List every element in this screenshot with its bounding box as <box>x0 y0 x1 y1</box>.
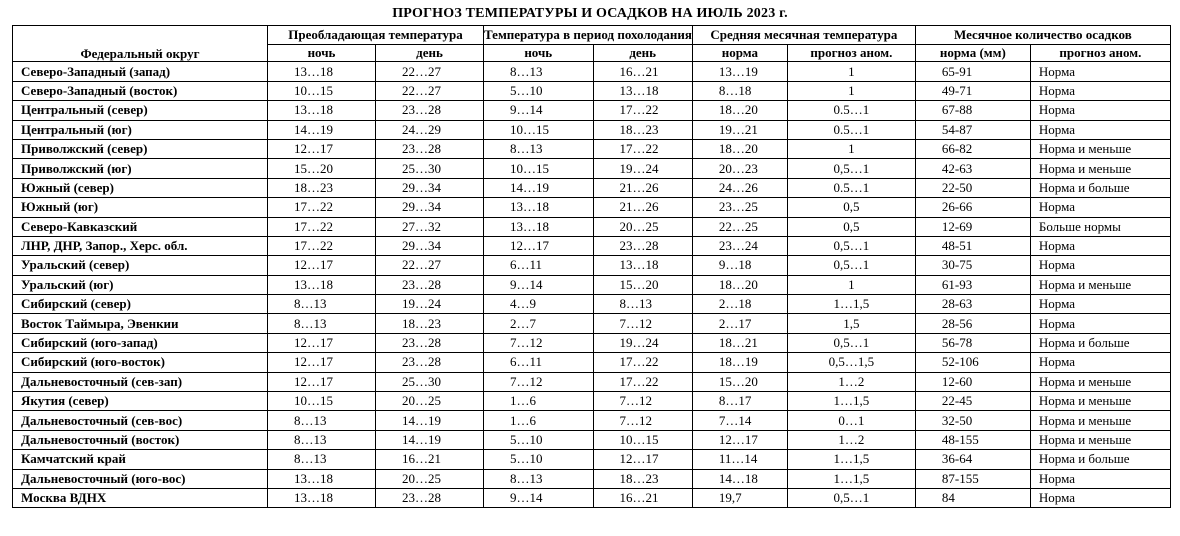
precip-norm-cell: 84 <box>915 488 1030 507</box>
cooling-day-cell: 21…26 <box>593 178 692 197</box>
cooling-night-cell: 9…14 <box>484 488 594 507</box>
precip-norm-cell: 61-93 <box>915 275 1030 294</box>
table-row <box>13 275 1171 294</box>
cooling-night-cell: 6…11 <box>484 353 594 372</box>
avg-norm-cell: 19,7 <box>692 488 787 507</box>
district-cell: Дальневосточный (сев-зап) <box>13 372 268 391</box>
avg-anomaly-cell: 1…1,5 <box>787 295 915 314</box>
precip-anomaly-cell: Норма <box>1030 236 1170 255</box>
cooling-night-cell: 8…13 <box>484 139 594 158</box>
prevailing-day-cell: 16…21 <box>376 450 484 469</box>
page-title: ПРОГНОЗ ТЕМПЕРАТУРЫ И ОСАДКОВ НА ИЮЛЬ 2023 г. <box>392 6 788 21</box>
district-cell: Приволжский (юг) <box>13 159 268 178</box>
header-anomaly: прогноз аном. <box>787 45 915 62</box>
precip-anomaly-cell: Норма <box>1030 295 1170 314</box>
avg-anomaly-cell: 1 <box>787 275 915 294</box>
prevailing-night-cell: 8…13 <box>268 430 376 449</box>
avg-anomaly-cell: 0,5…1 <box>787 488 915 507</box>
precip-anomaly-cell: Норма и меньше <box>1030 275 1170 294</box>
table-row <box>13 139 1171 158</box>
cooling-day-cell: 12…17 <box>593 450 692 469</box>
cooling-day-cell: 19…24 <box>593 159 692 178</box>
cooling-night-cell: 13…18 <box>484 217 594 236</box>
precip-norm-cell: 87-155 <box>915 469 1030 488</box>
prevailing-day-cell: 25…30 <box>376 372 484 391</box>
avg-norm-cell: 18…21 <box>692 333 787 352</box>
prevailing-day-cell: 22…27 <box>376 256 484 275</box>
precip-anomaly-cell: Норма <box>1030 62 1170 81</box>
prevailing-night-cell: 12…17 <box>268 333 376 352</box>
cooling-day-cell: 16…21 <box>593 488 692 507</box>
prevailing-night-cell: 13…18 <box>268 101 376 120</box>
table-row <box>13 256 1171 275</box>
prevailing-day-cell: 27…32 <box>376 217 484 236</box>
avg-norm-cell: 20…23 <box>692 159 787 178</box>
prevailing-night-cell: 14…19 <box>268 120 376 139</box>
precip-anomaly-cell: Норма <box>1030 256 1170 275</box>
prevailing-night-cell: 8…13 <box>268 295 376 314</box>
cooling-night-cell: 9…14 <box>484 101 594 120</box>
table-row <box>13 333 1171 352</box>
avg-norm-cell: 18…20 <box>692 275 787 294</box>
table-row <box>13 159 1171 178</box>
precip-norm-cell: 28-56 <box>915 314 1030 333</box>
cooling-night-cell: 2…7 <box>484 314 594 333</box>
avg-norm-cell: 12…17 <box>692 430 787 449</box>
header-anomaly: прогноз аном. <box>1030 45 1170 62</box>
table-row <box>13 295 1171 314</box>
precip-anomaly-cell: Норма <box>1030 314 1170 333</box>
prevailing-night-cell: 15…20 <box>268 159 376 178</box>
district-cell: Москва ВДНХ <box>13 488 268 507</box>
cooling-day-cell: 17…22 <box>593 101 692 120</box>
avg-norm-cell: 18…20 <box>692 139 787 158</box>
district-cell: Якутия (север) <box>13 392 268 411</box>
district-cell: Сибирский (юго-запад) <box>13 333 268 352</box>
prevailing-day-cell: 20…25 <box>376 469 484 488</box>
avg-norm-cell: 23…25 <box>692 198 787 217</box>
table-body <box>13 62 1171 508</box>
prevailing-night-cell: 12…17 <box>268 353 376 372</box>
precip-norm-cell: 48-155 <box>915 430 1030 449</box>
cooling-day-cell: 17…22 <box>593 372 692 391</box>
precip-anomaly-cell: Норма <box>1030 198 1170 217</box>
header-cooling: Температура в период похолодания <box>484 26 693 45</box>
cooling-day-cell: 19…24 <box>593 333 692 352</box>
cooling-day-cell: 13…18 <box>593 256 692 275</box>
precip-anomaly-cell: Норма и меньше <box>1030 139 1170 158</box>
prevailing-day-cell: 25…30 <box>376 159 484 178</box>
cooling-day-cell: 8…13 <box>593 295 692 314</box>
prevailing-day-cell: 18…23 <box>376 314 484 333</box>
prevailing-night-cell: 13…18 <box>268 488 376 507</box>
district-cell: Центральный (юг) <box>13 120 268 139</box>
precip-norm-cell: 28-63 <box>915 295 1030 314</box>
prevailing-day-cell: 24…29 <box>376 120 484 139</box>
precip-norm-cell: 12-69 <box>915 217 1030 236</box>
prevailing-night-cell: 8…13 <box>268 314 376 333</box>
avg-norm-cell: 18…20 <box>692 101 787 120</box>
prevailing-day-cell: 23…28 <box>376 488 484 507</box>
cooling-day-cell: 18…23 <box>593 120 692 139</box>
prevailing-night-cell: 13…18 <box>268 275 376 294</box>
table-row <box>13 236 1171 255</box>
prevailing-day-cell: 29…34 <box>376 198 484 217</box>
cooling-night-cell: 10…15 <box>484 120 594 139</box>
prevailing-night-cell: 12…17 <box>268 139 376 158</box>
precip-anomaly-cell: Норма и меньше <box>1030 411 1170 430</box>
header-monthly-avg: Средняя месячная температура <box>692 26 915 45</box>
header-row-groups <box>13 26 1171 45</box>
cooling-night-cell: 7…12 <box>484 372 594 391</box>
precip-norm-cell: 22-50 <box>915 178 1030 197</box>
table-row <box>13 411 1171 430</box>
cooling-night-cell: 13…18 <box>484 198 594 217</box>
prevailing-night-cell: 12…17 <box>268 256 376 275</box>
cooling-day-cell: 16…21 <box>593 62 692 81</box>
avg-norm-cell: 22…25 <box>692 217 787 236</box>
prevailing-night-cell: 17…22 <box>268 236 376 255</box>
table-row <box>13 62 1171 81</box>
avg-norm-cell: 14…18 <box>692 469 787 488</box>
header-night: ночь <box>484 45 594 62</box>
avg-anomaly-cell: 0,5 <box>787 198 915 217</box>
precip-norm-cell: 12-60 <box>915 372 1030 391</box>
district-cell: Сибирский (юго-восток) <box>13 353 268 372</box>
header-precip: Месячное количество осадков <box>915 26 1170 45</box>
precip-norm-cell: 52-106 <box>915 353 1030 372</box>
cooling-night-cell: 5…10 <box>484 430 594 449</box>
prevailing-night-cell: 10…15 <box>268 392 376 411</box>
cooling-day-cell: 17…22 <box>593 353 692 372</box>
cooling-night-cell: 1…6 <box>484 411 594 430</box>
table-row <box>13 81 1171 100</box>
precip-anomaly-cell: Норма и меньше <box>1030 372 1170 391</box>
avg-norm-cell: 11…14 <box>692 450 787 469</box>
precip-anomaly-cell: Норма и больше <box>1030 178 1170 197</box>
avg-anomaly-cell: 0,5…1 <box>787 236 915 255</box>
precip-anomaly-cell: Норма и больше <box>1030 450 1170 469</box>
district-cell: Центральный (север) <box>13 101 268 120</box>
prevailing-night-cell: 18…23 <box>268 178 376 197</box>
table-row <box>13 469 1171 488</box>
prevailing-day-cell: 19…24 <box>376 295 484 314</box>
table-row <box>13 198 1171 217</box>
avg-norm-cell: 9…18 <box>692 256 787 275</box>
precip-norm-cell: 48-51 <box>915 236 1030 255</box>
precip-norm-cell: 36-64 <box>915 450 1030 469</box>
header-day: день <box>376 45 484 62</box>
cooling-night-cell: 1…6 <box>484 392 594 411</box>
avg-norm-cell: 18…19 <box>692 353 787 372</box>
prevailing-day-cell: 23…28 <box>376 333 484 352</box>
district-cell: Дальневосточный (восток) <box>13 430 268 449</box>
avg-anomaly-cell: 1 <box>787 62 915 81</box>
precip-anomaly-cell: Норма <box>1030 120 1170 139</box>
prevailing-day-cell: 23…28 <box>376 139 484 158</box>
precip-norm-cell: 26-66 <box>915 198 1030 217</box>
district-cell: Сибирский (север) <box>13 295 268 314</box>
precip-norm-cell: 56-78 <box>915 333 1030 352</box>
cooling-night-cell: 10…15 <box>484 159 594 178</box>
cooling-night-cell: 8…13 <box>484 62 594 81</box>
district-cell: Уральский (юг) <box>13 275 268 294</box>
cooling-night-cell: 8…13 <box>484 469 594 488</box>
avg-anomaly-cell: 0.5…1 <box>787 101 915 120</box>
district-cell: Южный (север) <box>13 178 268 197</box>
avg-anomaly-cell: 0,5…1 <box>787 256 915 275</box>
header-prevailing: Преобладающая температура <box>268 26 484 45</box>
table-row <box>13 120 1171 139</box>
table-row <box>13 392 1171 411</box>
table-row <box>13 488 1171 507</box>
table-row <box>13 450 1171 469</box>
cooling-night-cell: 5…10 <box>484 450 594 469</box>
prevailing-day-cell: 29…34 <box>376 178 484 197</box>
avg-anomaly-cell: 0.5…1 <box>787 120 915 139</box>
avg-anomaly-cell: 1…1,5 <box>787 469 915 488</box>
precip-norm-cell: 22-45 <box>915 392 1030 411</box>
precip-anomaly-cell: Норма <box>1030 469 1170 488</box>
cooling-night-cell: 5…10 <box>484 81 594 100</box>
cooling-night-cell: 6…11 <box>484 256 594 275</box>
avg-anomaly-cell: 0.5…1 <box>787 178 915 197</box>
precip-norm-cell: 30-75 <box>915 256 1030 275</box>
precip-anomaly-cell: Норма и меньше <box>1030 392 1170 411</box>
precip-anomaly-cell: Норма <box>1030 101 1170 120</box>
avg-norm-cell: 8…18 <box>692 81 787 100</box>
prevailing-day-cell: 22…27 <box>376 62 484 81</box>
avg-anomaly-cell: 1…2 <box>787 430 915 449</box>
forecast-table <box>12 25 1171 508</box>
prevailing-night-cell: 13…18 <box>268 62 376 81</box>
table-row <box>13 372 1171 391</box>
precip-anomaly-cell: Норма и больше <box>1030 333 1170 352</box>
district-cell: Дальневосточный (сев-вос) <box>13 411 268 430</box>
prevailing-night-cell: 8…13 <box>268 450 376 469</box>
cooling-day-cell: 13…18 <box>593 81 692 100</box>
cooling-night-cell: 14…19 <box>484 178 594 197</box>
avg-norm-cell: 2…18 <box>692 295 787 314</box>
prevailing-night-cell: 17…22 <box>268 198 376 217</box>
cooling-day-cell: 7…12 <box>593 411 692 430</box>
precip-norm-cell: 54-87 <box>915 120 1030 139</box>
avg-norm-cell: 2…17 <box>692 314 787 333</box>
district-cell: Северо-Западный (запад) <box>13 62 268 81</box>
cooling-day-cell: 20…25 <box>593 217 692 236</box>
precip-anomaly-cell: Норма <box>1030 353 1170 372</box>
precip-anomaly-cell: Норма и меньше <box>1030 430 1170 449</box>
cooling-night-cell: 12…17 <box>484 236 594 255</box>
cooling-day-cell: 7…12 <box>593 392 692 411</box>
avg-anomaly-cell: 0…1 <box>787 411 915 430</box>
table-row <box>13 101 1171 120</box>
avg-norm-cell: 8…17 <box>692 392 787 411</box>
precip-norm-cell: 42-63 <box>915 159 1030 178</box>
header-district: Федеральный округ <box>13 26 268 62</box>
district-cell: Южный (юг) <box>13 198 268 217</box>
avg-norm-cell: 19…21 <box>692 120 787 139</box>
district-cell: Северо-Западный (восток) <box>13 81 268 100</box>
precip-norm-cell: 65-91 <box>915 62 1030 81</box>
precip-anomaly-cell: Норма <box>1030 81 1170 100</box>
prevailing-night-cell: 8…13 <box>268 411 376 430</box>
avg-anomaly-cell: 1 <box>787 81 915 100</box>
prevailing-night-cell: 12…17 <box>268 372 376 391</box>
precip-norm-cell: 66-82 <box>915 139 1030 158</box>
prevailing-day-cell: 14…19 <box>376 430 484 449</box>
prevailing-day-cell: 23…28 <box>376 101 484 120</box>
avg-norm-cell: 23…24 <box>692 236 787 255</box>
table-row <box>13 314 1171 333</box>
cooling-day-cell: 21…26 <box>593 198 692 217</box>
precip-norm-cell: 49-71 <box>915 81 1030 100</box>
table-row <box>13 178 1171 197</box>
cooling-day-cell: 15…20 <box>593 275 692 294</box>
avg-anomaly-cell: 1…1,5 <box>787 392 915 411</box>
precip-norm-cell: 32-50 <box>915 411 1030 430</box>
avg-anomaly-cell: 1…1,5 <box>787 450 915 469</box>
district-cell: Камчатский край <box>13 450 268 469</box>
precip-norm-cell: 67-88 <box>915 101 1030 120</box>
cooling-night-cell: 9…14 <box>484 275 594 294</box>
prevailing-day-cell: 23…28 <box>376 353 484 372</box>
prevailing-night-cell: 10…15 <box>268 81 376 100</box>
prevailing-day-cell: 23…28 <box>376 275 484 294</box>
prevailing-day-cell: 29…34 <box>376 236 484 255</box>
avg-anomaly-cell: 0,5…1 <box>787 159 915 178</box>
prevailing-night-cell: 17…22 <box>268 217 376 236</box>
avg-anomaly-cell: 1,5 <box>787 314 915 333</box>
table-row <box>13 217 1171 236</box>
district-cell: Восток Таймыра, Эвенкии <box>13 314 268 333</box>
prevailing-day-cell: 14…19 <box>376 411 484 430</box>
avg-anomaly-cell: 1 <box>787 139 915 158</box>
header-norm-mm: норма (мм) <box>915 45 1030 62</box>
prevailing-night-cell: 13…18 <box>268 469 376 488</box>
avg-anomaly-cell: 0,5…1 <box>787 333 915 352</box>
precip-anomaly-cell: Больше нормы <box>1030 217 1170 236</box>
cooling-day-cell: 18…23 <box>593 469 692 488</box>
header-day: день <box>593 45 692 62</box>
precip-anomaly-cell: Норма и меньше <box>1030 159 1170 178</box>
avg-norm-cell: 15…20 <box>692 372 787 391</box>
prevailing-day-cell: 22…27 <box>376 81 484 100</box>
prevailing-day-cell: 20…25 <box>376 392 484 411</box>
district-cell: Северо-Кавказский <box>13 217 268 236</box>
avg-anomaly-cell: 1…2 <box>787 372 915 391</box>
district-cell: Приволжский (север) <box>13 139 268 158</box>
district-cell: Уральский (север) <box>13 256 268 275</box>
district-cell: ЛНР, ДНР, Запор., Херс. обл. <box>13 236 268 255</box>
cooling-night-cell: 7…12 <box>484 333 594 352</box>
cooling-day-cell: 23…28 <box>593 236 692 255</box>
cooling-day-cell: 17…22 <box>593 139 692 158</box>
header-night: ночь <box>268 45 376 62</box>
avg-norm-cell: 7…14 <box>692 411 787 430</box>
avg-norm-cell: 24…26 <box>692 178 787 197</box>
table-row <box>13 353 1171 372</box>
avg-anomaly-cell: 0,5 <box>787 217 915 236</box>
avg-norm-cell: 13…19 <box>692 62 787 81</box>
cooling-night-cell: 4…9 <box>484 295 594 314</box>
header-norm: норма <box>692 45 787 62</box>
table-row <box>13 430 1171 449</box>
precip-anomaly-cell: Норма <box>1030 488 1170 507</box>
avg-anomaly-cell: 0,5…1,5 <box>787 353 915 372</box>
cooling-day-cell: 7…12 <box>593 314 692 333</box>
district-cell: Дальневосточный (юго-вос) <box>13 469 268 488</box>
cooling-day-cell: 10…15 <box>593 430 692 449</box>
